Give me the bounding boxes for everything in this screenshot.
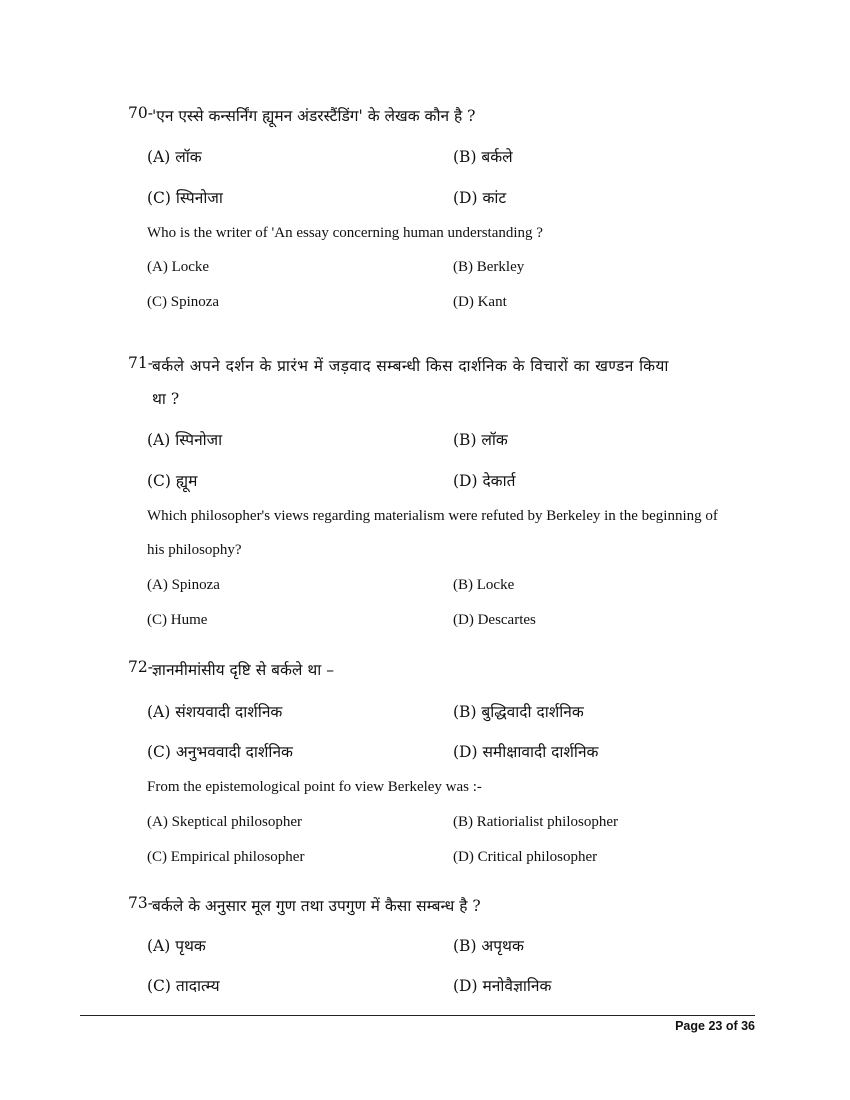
- option-d-hindi: (D) समीक्षावादी दार्शनिक: [453, 743, 599, 761]
- option-a-hindi: (A) पृथक: [147, 937, 206, 955]
- option-b-hindi: (B) लॉक: [453, 431, 508, 449]
- option-c-english: (C) Empirical philosopher: [147, 849, 305, 865]
- page-number: Page 23 of 36: [675, 1019, 755, 1033]
- option-c-hindi: (C) ह्यूम: [147, 472, 198, 490]
- footer-divider: [80, 1015, 755, 1016]
- option-b-english: (B) Locke: [453, 577, 515, 593]
- option-a-english: (A) Locke: [147, 259, 210, 275]
- question-number: 72-: [128, 658, 153, 676]
- option-a-hindi: (A) संशयवादी दार्शनिक: [147, 703, 283, 721]
- question-number: 71-: [128, 354, 153, 372]
- question-text-english-continued: his philosophy?: [147, 542, 242, 558]
- question-number: 73-: [128, 894, 153, 912]
- option-a-english: (A) Spinoza: [147, 577, 220, 593]
- option-b-hindi: (B) बर्कले: [453, 148, 513, 166]
- option-d-english: (D) Kant: [453, 294, 507, 310]
- question-text-english: Which philosopher's views regarding materialism were refuted by Berkeley in the beginning of: [147, 508, 718, 524]
- option-b-english: (B) Berkley: [453, 259, 525, 275]
- option-c-hindi: (C) स्पिनोजा: [147, 189, 223, 207]
- option-c-english: (C) Spinoza: [147, 294, 220, 310]
- option-a-hindi: (A) स्पिनोजा: [147, 431, 223, 449]
- option-d-hindi: (D) मनोवैज्ञानिक: [453, 977, 552, 995]
- option-a-english: (A) Skeptical philosopher: [147, 814, 302, 830]
- question-text-english: From the epistemological point fo view Berkeley was :-: [147, 779, 482, 795]
- option-a-hindi: (A) लॉक: [147, 148, 202, 166]
- question-text-hindi-continued: था ?: [152, 390, 180, 408]
- option-d-english: (D) Critical philosopher: [453, 849, 598, 865]
- question-text-hindi: 'एन एस्से कन्सर्निंग ह्यूमन अंडरस्टैंडिंग' के लेखक कौन है ?: [152, 107, 476, 125]
- question-text-hindi: बर्कले अपने दर्शन के प्रारंभ में जड़वाद सम्बन्धी किस दार्शनिक के विचारों का खण्डन किया: [152, 357, 669, 375]
- question-text-hindi: बर्कले के अनुसार मूल गुण तथा उपगुण में कैसा सम्बन्ध है ?: [152, 897, 481, 915]
- question-text-english: Who is the writer of 'An essay concerning human understanding ?: [147, 225, 543, 241]
- option-b-hindi: (B) बुद्धिवादी दार्शनिक: [453, 703, 584, 721]
- option-c-hindi: (C) अनुभववादी दार्शनिक: [147, 743, 293, 761]
- option-d-hindi: (D) कांट: [453, 189, 507, 207]
- option-c-hindi: (C) तादात्म्य: [147, 977, 220, 995]
- option-c-english: (C) Hume: [147, 612, 208, 628]
- option-d-hindi: (D) देकार्त: [453, 472, 516, 490]
- question-text-hindi: ज्ञानमीमांसीय दृष्टि से बर्कले था –: [152, 661, 334, 679]
- option-d-english: (D) Descartes: [453, 612, 536, 628]
- option-b-hindi: (B) अपृथक: [453, 937, 524, 955]
- option-b-english: (B) Ratiorialist philosopher: [453, 814, 618, 830]
- question-number: 70-: [128, 104, 153, 122]
